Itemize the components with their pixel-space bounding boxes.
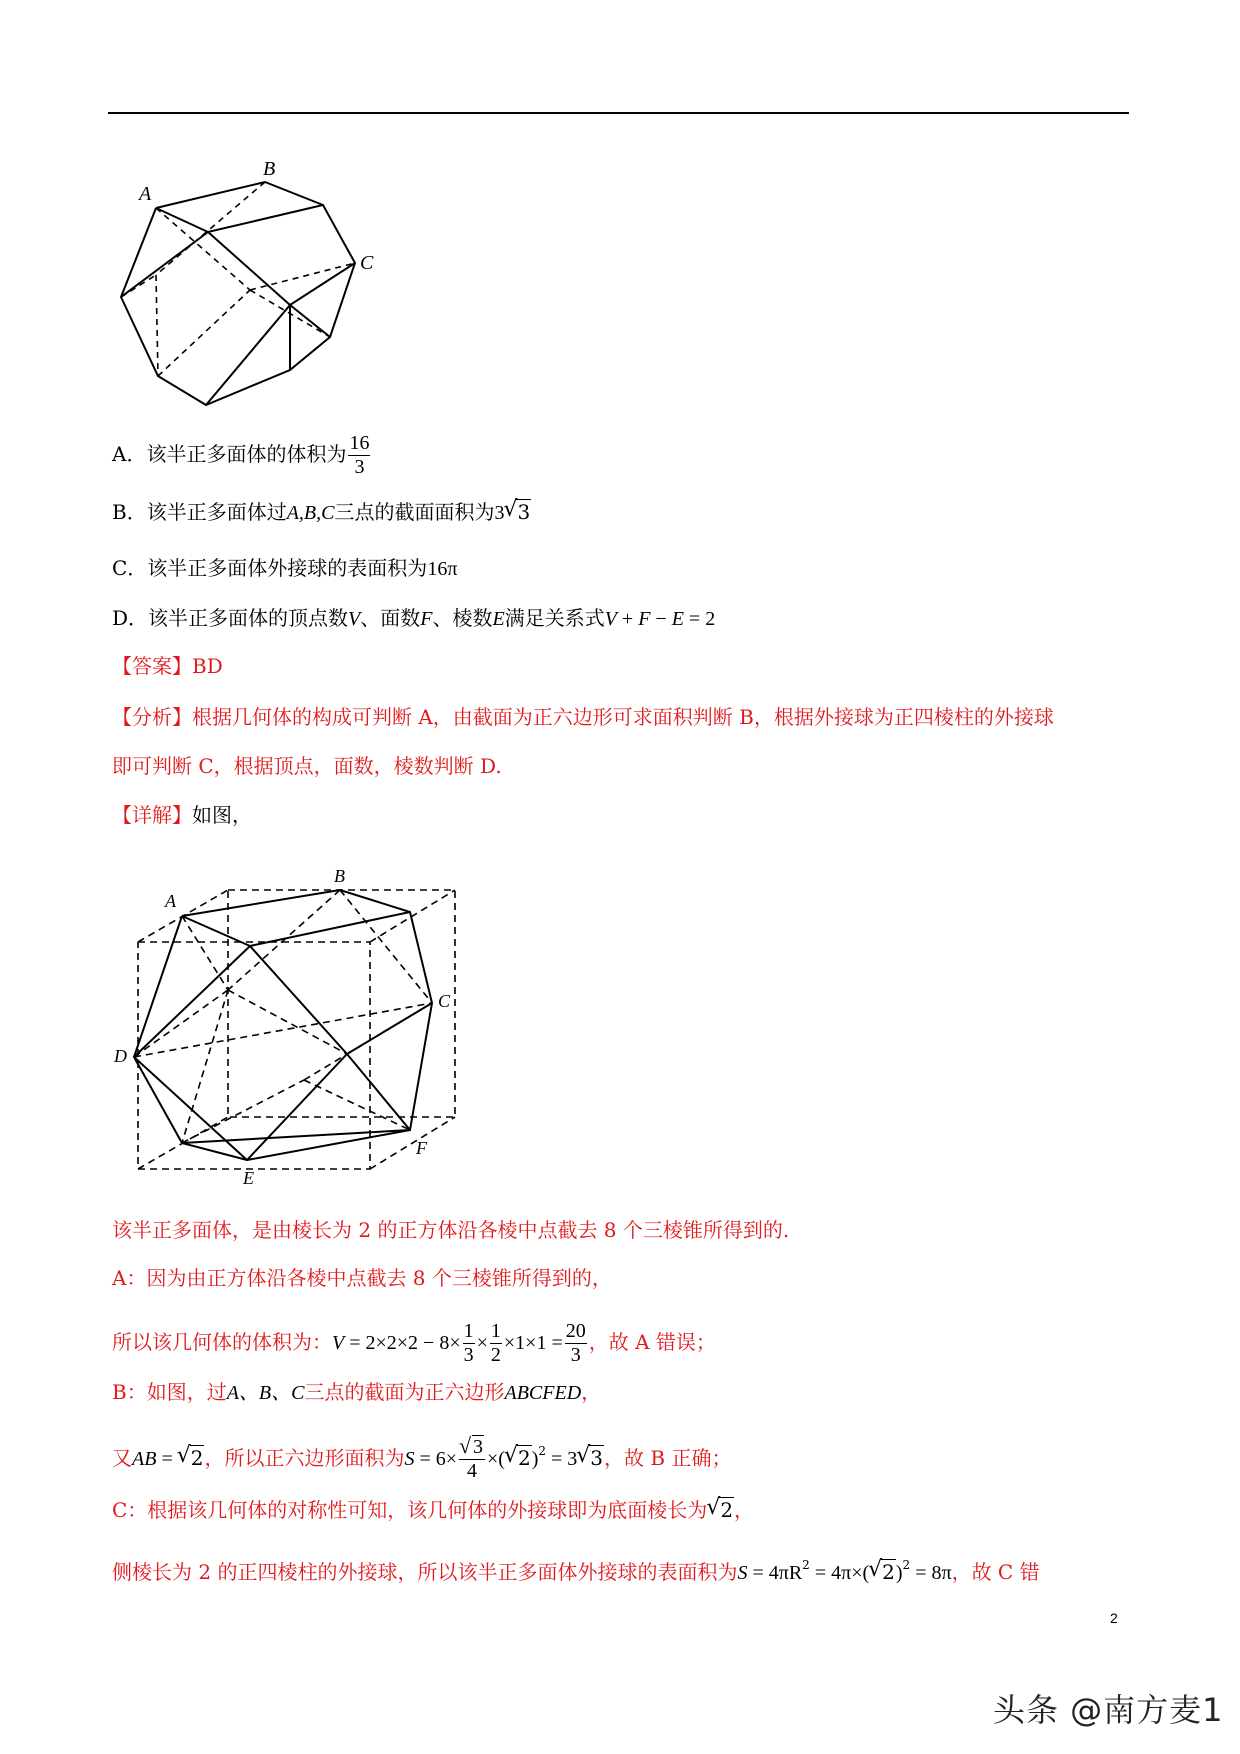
option-b: B．该半正多面体过A,B,C三点的截面面积为3√ 3 [112, 498, 531, 527]
solution-line-1: 该半正多面体，是由棱长为 2 的正方体沿各棱中点截去 8 个三棱锥所得到的. [112, 1218, 790, 1242]
fraction-1-2: $\frac{1}{2}$ [490, 1320, 501, 1366]
figure-cuboctahedron [110, 155, 390, 415]
analysis-line-1: 【分析】根据几何体的构成可判断 A，由截面为正六边形可求面积判断 B，根据外接球为正四棱柱的外接球 [112, 705, 1054, 729]
fig2-label-d: D [114, 1046, 127, 1066]
sqrt-symbol: √ 2 [178, 1444, 205, 1472]
fraction-20-3: $\frac{20}{3}$ [565, 1320, 586, 1366]
answer-line: 【答案】BD [112, 654, 223, 678]
solution-line-6: C：根据该几何体的对称性可知，该几何体的外接球即为底面棱长为√ 2， [112, 1496, 754, 1524]
fig2-label-f: F [416, 1138, 427, 1158]
page-number: 2 [1110, 1610, 1118, 1626]
solution-line-2: A：因为由正方体沿各棱中点截去 8 个三棱锥所得到的， [112, 1266, 612, 1290]
fig2-label-a: A [165, 891, 176, 911]
option-d: D．该半正多面体的顶点数V、面数F、棱数E满足关系式V + F − E = 2 [112, 606, 716, 630]
sqrt-symbol: √ 2 [707, 1496, 734, 1524]
solution-line-4: B：如图，过A、B、C三点的截面为正六边形ABCFED， [112, 1380, 602, 1404]
sqrt-symbol: √ 2 [505, 1444, 532, 1472]
solution-line-3: 所以该几何体的体积为：V = 2×2×2 − 8× $\frac{1}{3}$ × $\frac{1}{2}$ ×1×1 = $\frac{20}{3}$ ，故 A 错误； [112, 1320, 716, 1366]
analysis-line-2: 即可判断 C，根据顶点，面数，棱数判断 D. [112, 754, 502, 778]
header-rule [108, 112, 1129, 114]
fig1-label-b: B [263, 158, 276, 180]
fraction-sqrt3-4: √ $\frac{3}{4}$ [459, 1436, 485, 1483]
detail-line: 【详解】如图， [112, 803, 252, 827]
fraction-16-3: $\frac{16}{3}$ [349, 432, 370, 478]
sqrt-symbol: √ 3 [504, 498, 531, 526]
fig2-label-b: B [334, 866, 345, 886]
solution-line-7: 侧棱长为 2 的正四棱柱的外接球，所以该半正多面体外接球的表面积为$S = 4\pi R^2 = 4\pi\times(√$ 2)$^2$ = 8π，故 C 错 [112, 1551, 1040, 1587]
option-c: C．该半正多面体外接球的表面积为16π [112, 556, 458, 580]
fig1-label-a: A [139, 183, 152, 205]
figure-cube-cuboctahedron [110, 862, 490, 1202]
fig1-label-c: C [360, 252, 374, 274]
fig2-label-c: C [438, 991, 451, 1011]
solution-line-5: 又AB = √ 2，所以正六边形面积为S = 6× √ $\frac{3}{4}$ ×(√ 2)$^2$ = 3√ 3，故 B 正确； [112, 1436, 731, 1483]
sqrt-symbol: √ 2 [869, 1558, 896, 1586]
fig2-label-e: E [243, 1168, 254, 1188]
fraction-1-3: $\frac{1}{3}$ [463, 1320, 474, 1366]
option-a: A．该半正多面体的体积为 $\frac{16}{3}$ [112, 432, 370, 478]
sqrt-symbol: √ 3 [577, 1444, 604, 1472]
watermark: 头条 @南方麦1 [993, 1691, 1224, 1729]
